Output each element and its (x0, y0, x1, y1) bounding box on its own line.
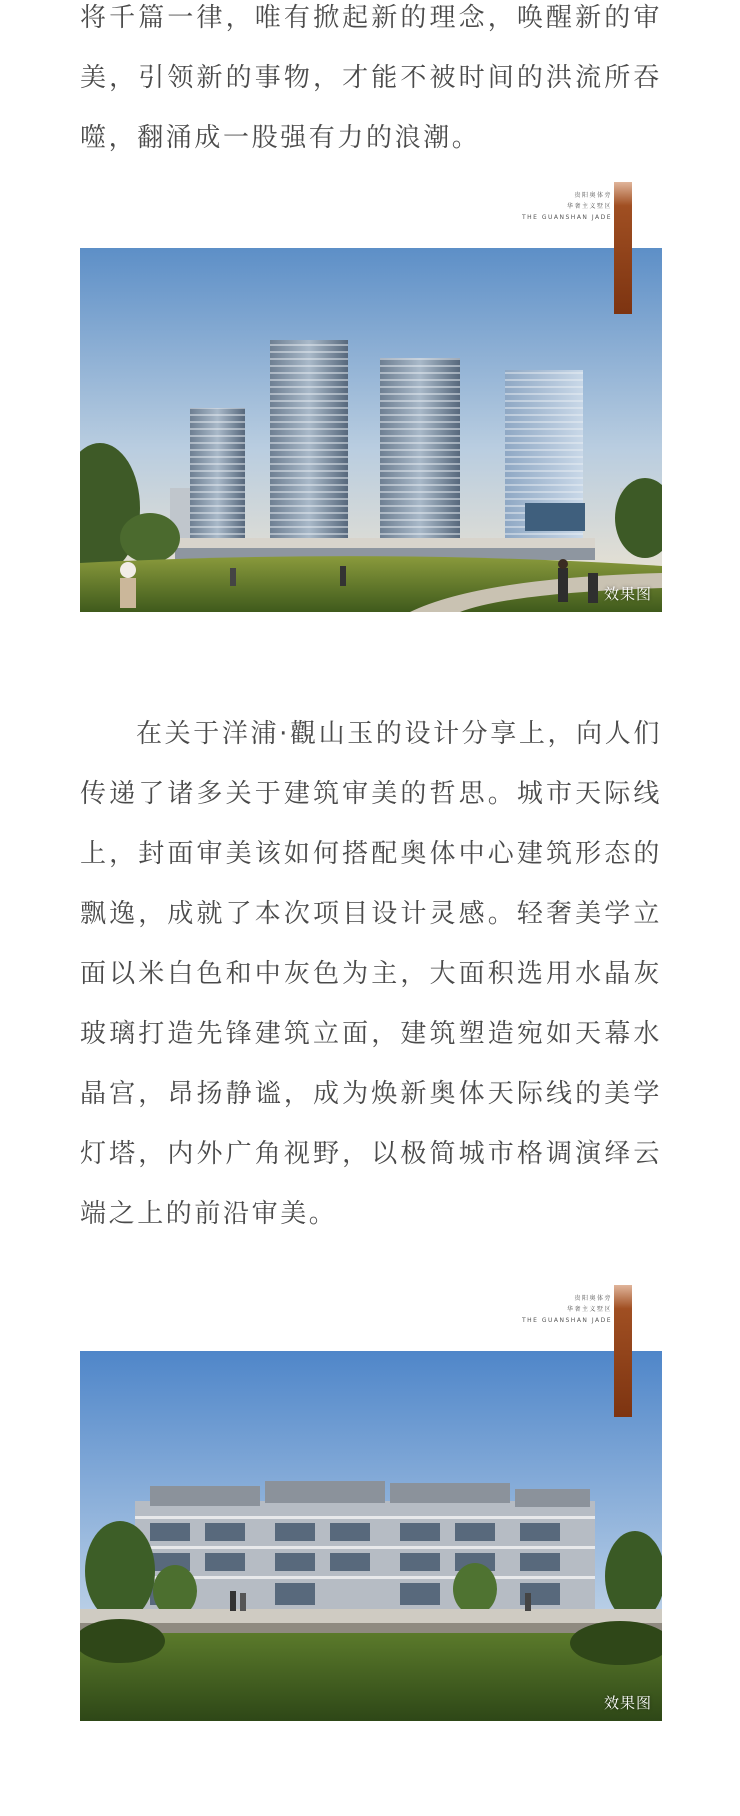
article-paragraph-1: 将千篇一律，唯有掀起新的理念，唤醒新的审美，引领新的事物，才能不被时间的洪流所吞噬，翻涌成一股强有力的浪潮。 (80, 3, 662, 153)
brand-line-2: 华奢主义墅区 (566, 203, 612, 210)
brand-line-1: 贵阳奥体旁 (574, 192, 612, 199)
towers-rendering-image[interactable] (80, 248, 662, 612)
brand-line-3: THE GUANSHAN JADE (521, 214, 612, 221)
towers-rendering-illustration (80, 248, 662, 612)
image-caption: 效果图 (603, 1694, 652, 1712)
rendering-figure-towers (80, 182, 662, 612)
brand-color-bar (614, 1285, 632, 1417)
article-paragraph-2: 在关于洋浦·觀山玉的设计分享上，向人们传递了诸多关于建筑审美的哲思。城市天际线上，封面审美该如何搭配奥体中心建筑形态的飘逸，成就了本次项目设计灵感。轻奢美学立面以米白色和中灰色为主，大面积选用水晶灰玻璃打造先锋建筑立面，建筑塑造宛如天幕水晶宫，昂扬静谧，成为焕新奥体天际线的美学灯塔，内外广角视野，以极简城市格调演绎云端之上的前沿审美。 (80, 719, 662, 1229)
image-caption: 效果图 (603, 585, 652, 603)
brand-line-3: THE GUANSHAN JADE (521, 1317, 612, 1324)
figure-brand-header (80, 182, 662, 248)
rendering-figure-villas (80, 1285, 662, 1721)
brand-text (522, 1293, 612, 1326)
brand-line-1: 贵阳奥体旁 (574, 1295, 612, 1302)
brand-color-bar (614, 182, 632, 314)
figure-brand-header (80, 1285, 662, 1351)
villas-rendering-illustration (80, 1351, 662, 1721)
villas-rendering-image[interactable] (80, 1351, 662, 1721)
brand-text (522, 190, 612, 223)
brand-line-2: 华奢主义墅区 (566, 1306, 612, 1313)
